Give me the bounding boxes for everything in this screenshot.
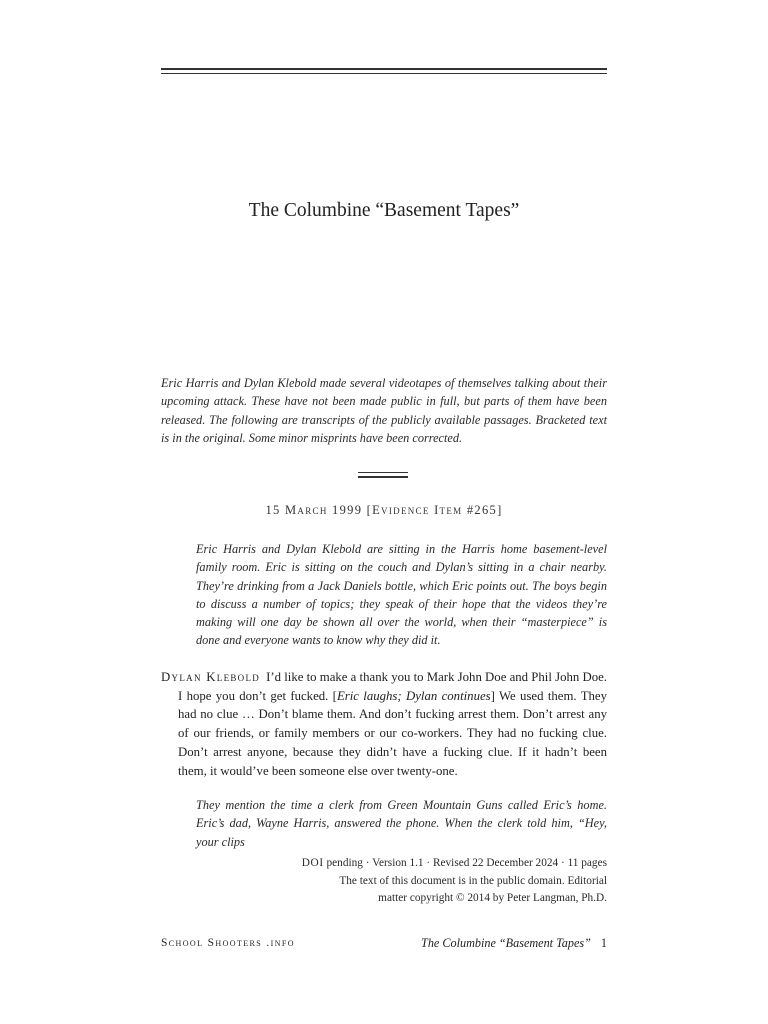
license-block bbox=[287, 855, 607, 908]
speech-text: I’d like to make a thank you to Mark John Doe and Phil John Doe. I hope you don’t get fucked. [ bbox=[178, 670, 607, 703]
speech-aside: Eric laughs; Dylan continues bbox=[336, 688, 491, 703]
footer-running-head bbox=[421, 936, 607, 951]
license-line-3: matter copyright © 2014 by Peter Langman, Ph.D. bbox=[378, 892, 607, 904]
section-separator bbox=[358, 472, 408, 478]
footer-title: The Columbine “Basement Tapes” bbox=[421, 936, 591, 950]
version-info: pending · Version 1.1 · Revised 22 December 2024 · 11 pages bbox=[323, 857, 607, 869]
speech-text-cont: ] We used them. They had no clue … Don’t blame them. And don’t fucking arrest them. Don’t arrest any of our friends, or family members or our co-workers. They had no fucking clue. Don’t arrest anyone, because they didn’t have a fucking clue. If it hadn’t been them, it would’ve been someone else over twenty-one. bbox=[178, 688, 607, 778]
page-number: 1 bbox=[600, 936, 607, 950]
stage-direction-2: They mention the time a clerk from Green Mountain Guns called Eric’s home. Eric’s dad, Wayne Harris, answered the phone. When the clerk told him, “Hey, your clips bbox=[196, 798, 607, 849]
speaker-name: Dylan Klebold bbox=[161, 670, 261, 684]
document-title: The Columbine “Basement Tapes” bbox=[248, 200, 520, 221]
intro-paragraph: Eric Harris and Dylan Klebold made several videotapes of themselves talking about their upcoming attack. These have not been made public in full, but parts of them have been released. The following are transcripts of the publicly available passages. Bracketed text is in the original. Some minor misprints have been corrected. bbox=[161, 376, 607, 445]
stage-direction: Eric Harris and Dylan Klebold are sitting in the Harris home basement-level family room. Eric is sitting on the couch and Dylan’s sitting in a chair nearby. They’re drinking from a Jack Daniels bottle, which Eric points out. The boys begin to discuss a number of topics; they speak of their hope that the videos they’re making will one day be shown all over the world, when their “masterpiece” is done and everyone wants to know why they did it. bbox=[196, 542, 607, 648]
license-line-2: The text of this document is in the public domain. Editorial bbox=[339, 874, 607, 887]
speech-paragraph bbox=[161, 668, 607, 780]
footer-site-name: School Shooters .info bbox=[161, 937, 295, 949]
doi-label: DOI bbox=[301, 857, 324, 869]
section-heading: 15 March 1999 [Evidence Item #265] bbox=[265, 503, 503, 517]
header-double-rule bbox=[161, 68, 607, 74]
license-line-1 bbox=[287, 855, 607, 873]
